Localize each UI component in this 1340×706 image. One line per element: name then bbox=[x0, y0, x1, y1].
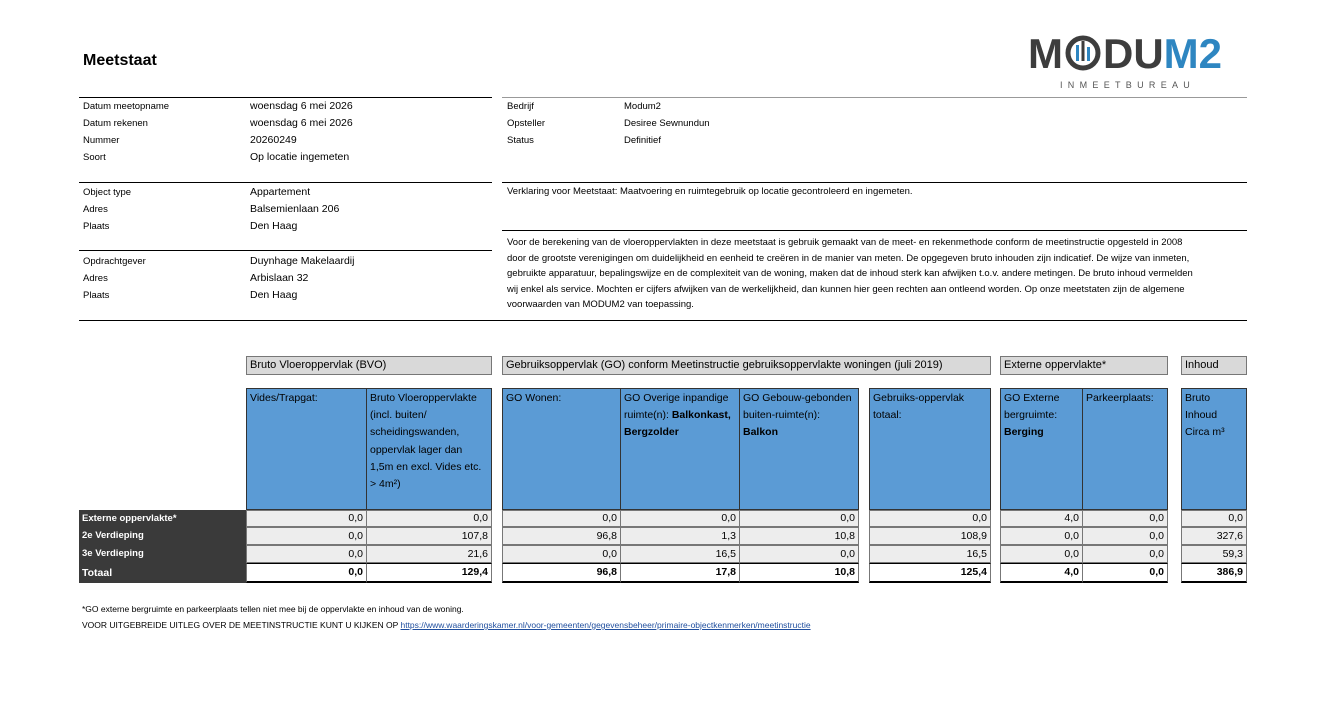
logo-subtitle: INMEETBUREAU bbox=[1060, 80, 1196, 90]
label-datum-rekenen: Datum rekenen bbox=[83, 118, 148, 129]
table-cell: 0,0 bbox=[1000, 527, 1083, 545]
group-header-go: Gebruiksoppervlak (GO) conform Meetinstructie gebruiksoppervlakte woningen (juli 2019) bbox=[502, 356, 991, 375]
modum2-logo: M DUM2 INMEETBUREAU bbox=[1028, 30, 1223, 90]
col-header-go-totaal: Gebruiks-oppervlak totaal: bbox=[869, 388, 991, 510]
label-object-type: Object type bbox=[83, 187, 132, 198]
value-client-adres: Arbislaan 32 bbox=[250, 272, 309, 284]
table-cell: 0,0 bbox=[246, 527, 367, 545]
disclaimer-line: door de grootste verenigingen om duidelijkheid en eenheid te creëren in de manier van meten. De opgegeven bruto inhouden zijn indicatief. De wijze van inmeten, bbox=[507, 252, 1190, 264]
col-header-parkeerplaats: Parkeerplaats: bbox=[1082, 388, 1168, 510]
table-cell: 0,0 bbox=[1082, 527, 1168, 545]
table-cell: 125,4 bbox=[869, 563, 991, 583]
table-cell: 21,6 bbox=[366, 545, 492, 563]
footnote: *GO externe bergruimte en parkeerplaats tellen niet mee bij de oppervlakte en inhoud van de woning. bbox=[82, 604, 464, 614]
table-cell: 0,0 bbox=[1082, 545, 1168, 563]
page-title: Meetstaat bbox=[83, 52, 157, 69]
table-cell: 107,8 bbox=[366, 527, 492, 545]
label-opdrachtgever: Opdrachtgever bbox=[83, 256, 146, 267]
value-object-type: Appartement bbox=[250, 186, 311, 198]
value-object-plaats: Den Haag bbox=[250, 220, 298, 232]
table-cell: 0,0 bbox=[1000, 545, 1083, 563]
col-header-berging: GO Externe bergruimte: Berging bbox=[1000, 388, 1083, 510]
table-cell: 0,0 bbox=[739, 510, 859, 527]
value-soort: Op locatie ingemeten bbox=[250, 151, 350, 163]
table-cell: 10,8 bbox=[739, 527, 859, 545]
table-cell: 0,0 bbox=[502, 545, 621, 563]
object-block bbox=[83, 184, 483, 239]
logo-building-icon bbox=[1063, 35, 1103, 71]
label-bedrijf: Bedrijf bbox=[507, 101, 534, 112]
label-object-adres: Adres bbox=[83, 204, 108, 215]
row-label-extern: Externe oppervlakte* bbox=[79, 510, 246, 527]
group-header-bvo: Bruto Vloeroppervlak (BVO) bbox=[246, 356, 492, 375]
table-cell: 4,0 bbox=[1000, 563, 1083, 583]
col-header-vides: Vides/Trapgat: bbox=[246, 388, 367, 510]
row-label-totaal: Totaal bbox=[79, 563, 246, 583]
table-cell: 96,8 bbox=[502, 527, 621, 545]
table-cell: 386,9 bbox=[1181, 563, 1247, 583]
client-block bbox=[83, 253, 483, 308]
table-cell: 1,3 bbox=[620, 527, 740, 545]
disclaimer-line: gebruikte apparatuur, bepalingswijze en de complexiteit van de woning, maken dat de inhoud sterk kan afwijken t.o.v. andere metingen. De bruto inhoud vermelden bbox=[507, 268, 1193, 279]
label-client-plaats: Plaats bbox=[83, 290, 110, 301]
col-header-go-wonen: GO Wonen: bbox=[502, 388, 621, 510]
table-cell: 327,6 bbox=[1181, 527, 1247, 545]
table-cell: 16,5 bbox=[869, 545, 991, 563]
disclaimer-line: voorwaarden van MODUM2 van toepassing. bbox=[507, 299, 694, 310]
table-cell: 0,0 bbox=[246, 545, 367, 563]
table-cell: 0,0 bbox=[739, 545, 859, 563]
instruction-link-line bbox=[82, 620, 811, 630]
table-cell: 0,0 bbox=[502, 510, 621, 527]
table-cell: 96,8 bbox=[502, 563, 621, 583]
declaration-text: Verklaring voor Meetstaat: Maatvoering en ruimtegebruik op locatie gecontroleerd en ingemeten. bbox=[507, 186, 913, 197]
value-datum-meetopname: woensdag 6 mei 2026 bbox=[250, 100, 353, 112]
label-status: Status bbox=[507, 135, 534, 146]
link-prefix: VOOR UITGEBREIDE UITLEG OVER DE MEETINSTRUCTIE KUNT U KIJKEN OP bbox=[82, 620, 401, 630]
table-cell: 0,0 bbox=[246, 510, 367, 527]
table-cell: 17,8 bbox=[620, 563, 740, 583]
meetinstructie-link[interactable]: https://www.waarderingskamer.nl/voor-gemeenten/gegevensbeheer/primaire-objectkenmerken/meetinstructie bbox=[400, 620, 811, 630]
table-cell: 129,4 bbox=[366, 563, 492, 583]
row-label-3e-verdieping: 3e Verdieping bbox=[79, 545, 246, 563]
table-cell: 59,3 bbox=[1181, 545, 1247, 563]
label-client-adres: Adres bbox=[83, 273, 108, 284]
table-cell: 0,0 bbox=[1082, 510, 1168, 527]
row-label-2e-verdieping: 2e Verdieping bbox=[79, 527, 246, 545]
value-bedrijf: Modum2 bbox=[624, 101, 661, 112]
table-cell: 0,0 bbox=[1181, 510, 1247, 527]
value-object-adres: Balsemienlaan 206 bbox=[250, 203, 340, 215]
value-nummer: 20260249 bbox=[250, 134, 297, 146]
label-soort: Soort bbox=[83, 152, 106, 163]
details-block bbox=[83, 98, 483, 168]
table-cell: 108,9 bbox=[869, 527, 991, 545]
disclaimer-paragraph bbox=[507, 235, 1247, 313]
table-cell: 0,0 bbox=[869, 510, 991, 527]
group-header-inhoud: Inhoud bbox=[1181, 356, 1247, 375]
col-header-inhoud: Bruto Inhoud Circa m³ bbox=[1181, 388, 1247, 510]
value-opsteller: Desiree Sewnundun bbox=[624, 118, 710, 129]
table-cell: 0,0 bbox=[1082, 563, 1168, 583]
col-header-bruto-vloer: Bruto Vloeroppervlakte (incl. buiten/ scheidingswanden, oppervlak lager dan 1,5m en excl. Vides etc. > 4m²) bbox=[366, 388, 492, 510]
company-block bbox=[507, 98, 907, 153]
label-opsteller: Opsteller bbox=[507, 118, 546, 129]
col-header-go-overige: GO Overige inpandige ruimte(n): Balkonkast, Bergzolder bbox=[620, 388, 740, 510]
label-datum-meetopname: Datum meetopname bbox=[83, 101, 170, 112]
label-nummer: Nummer bbox=[83, 135, 120, 146]
disclaimer-line: wij enkel als service. Mochten er cijfers afwijken van de werkelijkheid, dan kunnen hier geen rechten aan ontleend worden. Op onze meetstaten zijn de algemene bbox=[507, 283, 1185, 295]
value-opdrachtgever: Duynhage Makelaardij bbox=[250, 255, 355, 267]
table-cell: 0,0 bbox=[366, 510, 492, 527]
col-header-go-buiten: GO Gebouw-gebonden buiten-ruimte(n): Balkon bbox=[739, 388, 859, 510]
table-cell: 10,8 bbox=[739, 563, 859, 583]
label-object-plaats: Plaats bbox=[83, 221, 110, 232]
value-client-plaats: Den Haag bbox=[250, 289, 298, 301]
value-datum-rekenen: woensdag 6 mei 2026 bbox=[250, 117, 353, 129]
disclaimer-line: Voor de berekening van de vloeroppervlakten in deze meetstaat is gebruik gemaakt van de meet- en rekenmethode conform de meetinstructie opgesteld in 2008 bbox=[507, 237, 1183, 248]
table-cell: 16,5 bbox=[620, 545, 740, 563]
value-status: Definitief bbox=[624, 135, 661, 146]
table-cell: 0,0 bbox=[246, 563, 367, 583]
table-cell: 0,0 bbox=[620, 510, 740, 527]
group-header-extern: Externe oppervlakte* bbox=[1000, 356, 1168, 375]
table-cell: 4,0 bbox=[1000, 510, 1083, 527]
